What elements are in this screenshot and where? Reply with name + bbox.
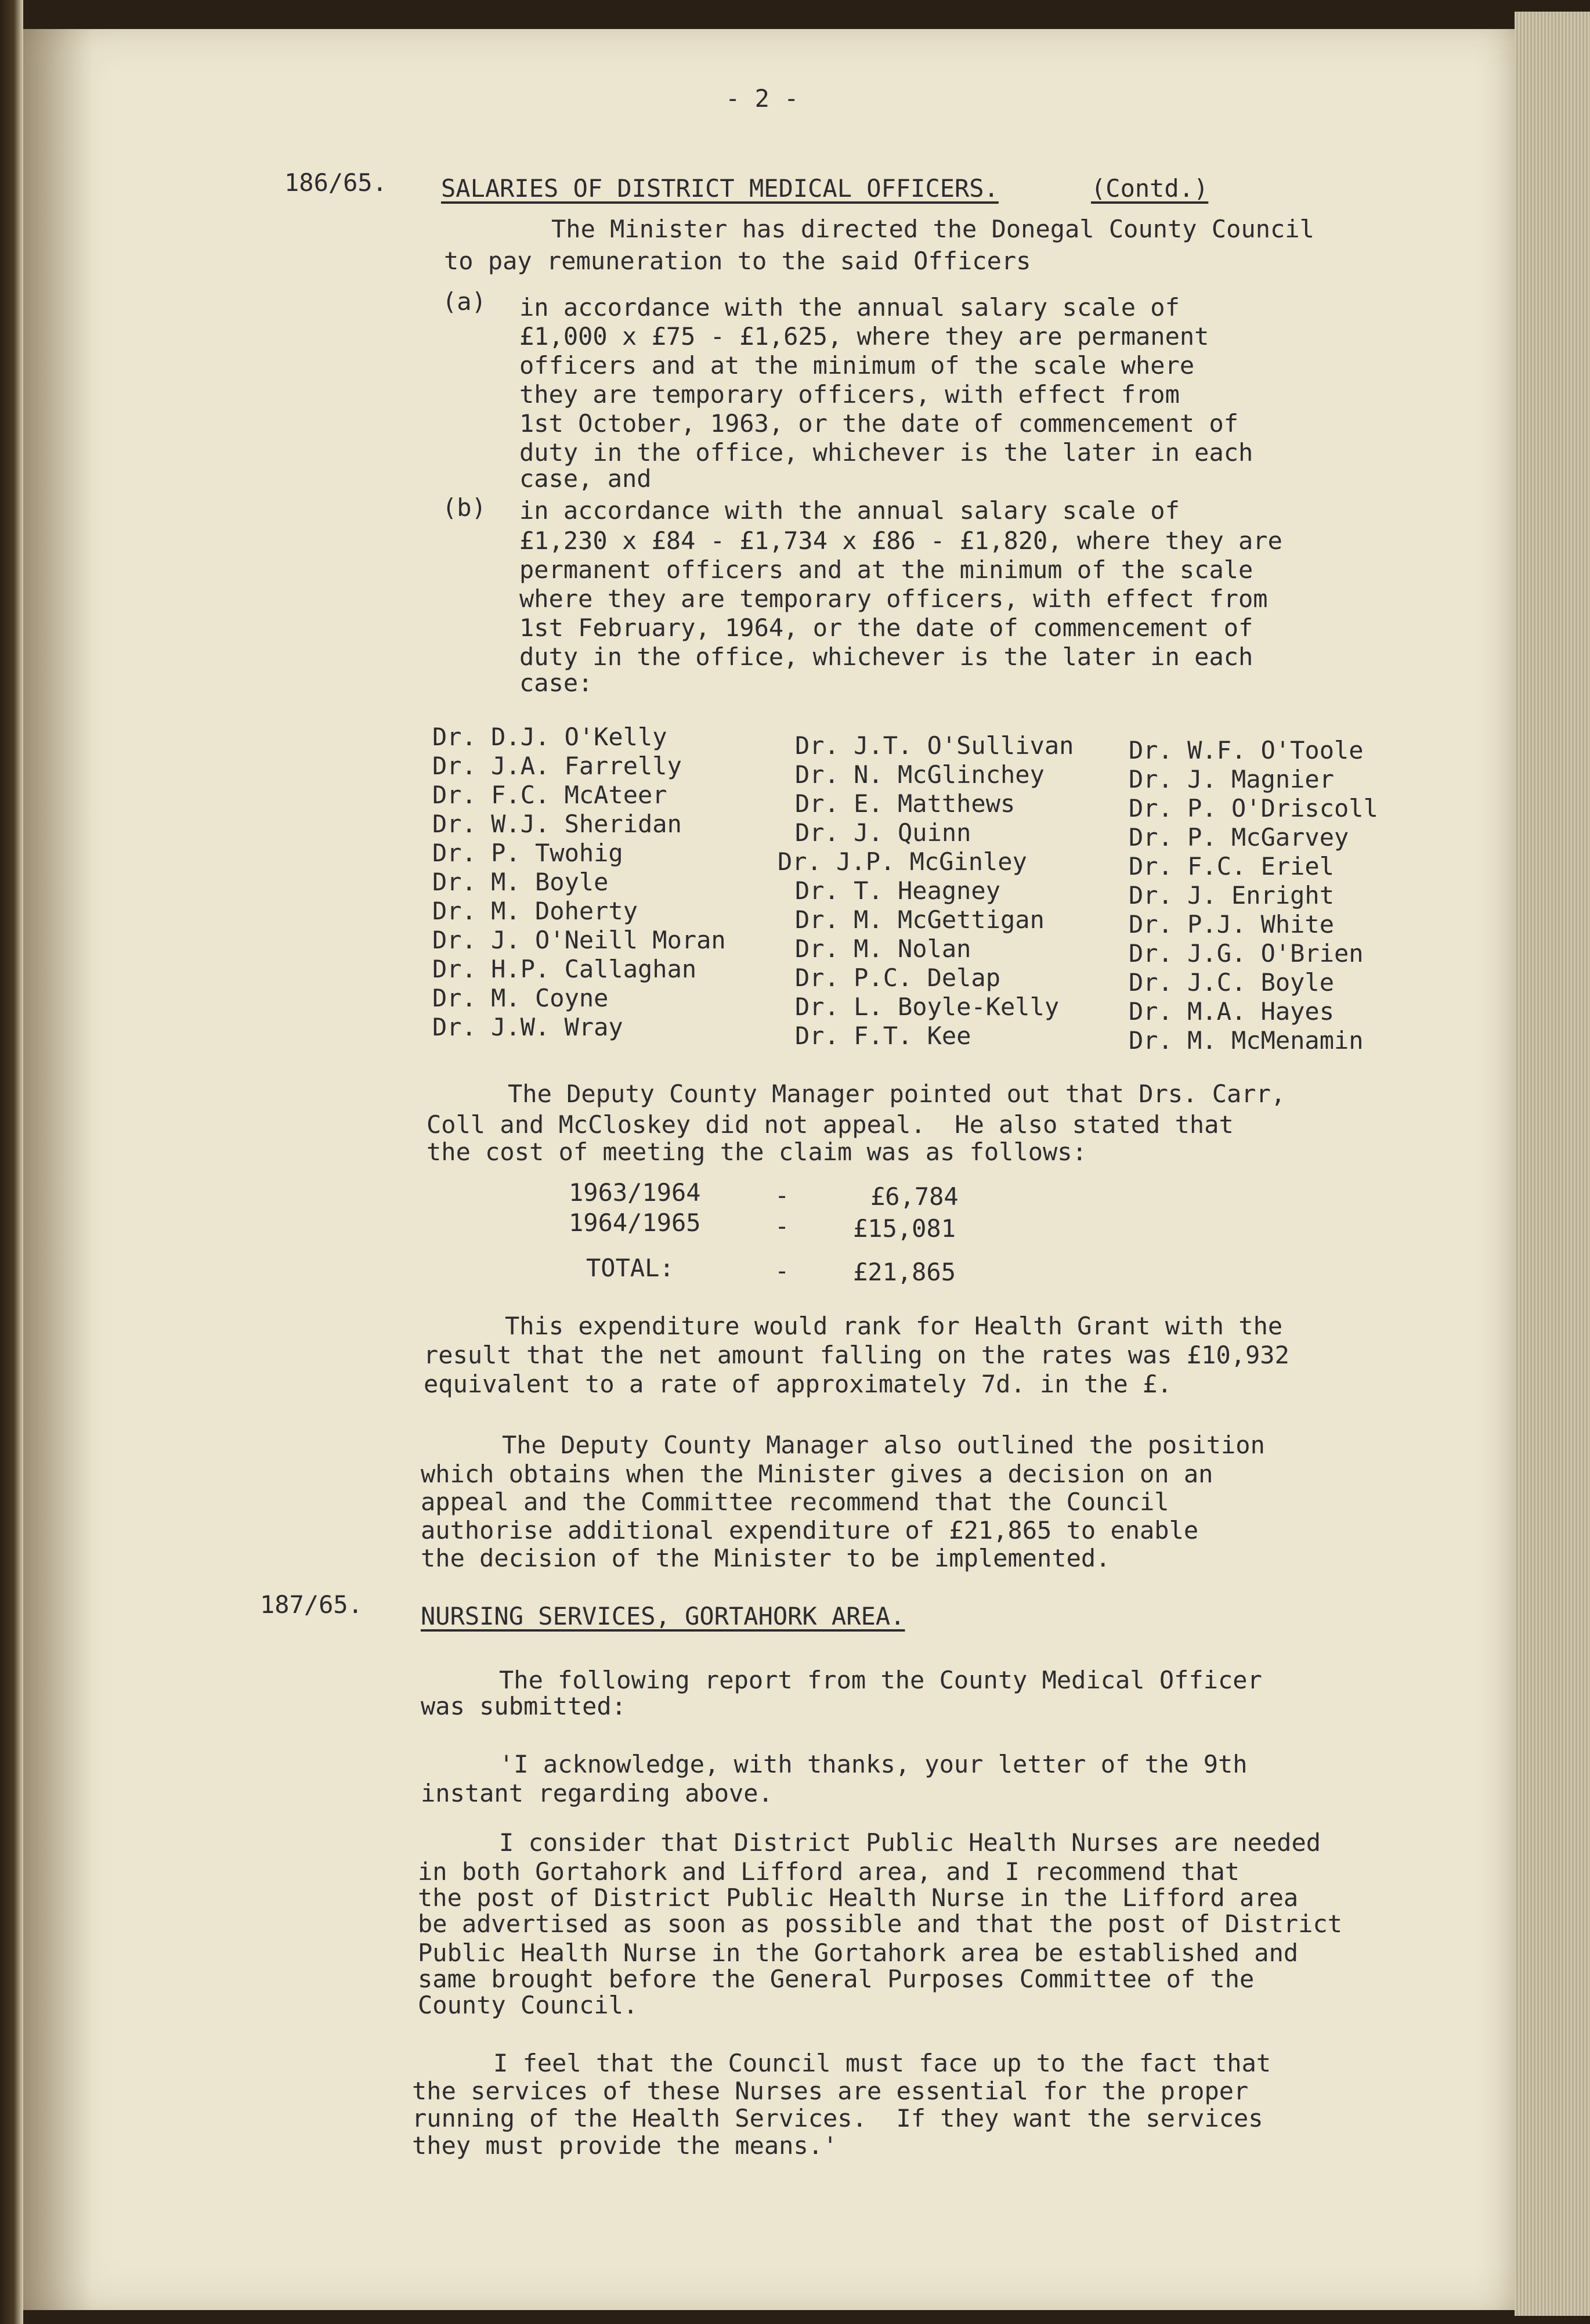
cost-total-label: TOTAL: bbox=[586, 1254, 674, 1282]
paragraph-line: same brought before the General Purposes Committee of the bbox=[418, 1965, 1255, 1993]
paragraph-line: Coll and McCloskey did not appeal. He also stated that bbox=[427, 1110, 1234, 1139]
paragraph-line: the post of District Public Health Nurse in the Lifford area bbox=[418, 1883, 1299, 1912]
section-186-heading: SALARIES OF DISTRICT MEDICAL OFFICERS. bbox=[441, 174, 999, 203]
paragraph-line: result that the net amount falling on the rates was £10,932 bbox=[424, 1341, 1289, 1369]
intro-line: The Minister has directed the Donegal County Council bbox=[551, 215, 1314, 243]
item-a-line: officers and at the minimum of the scale where bbox=[519, 351, 1195, 380]
doctor-name: Dr. J.T. O'Sullivan bbox=[795, 731, 1074, 760]
paragraph-line: authorise additional expenditure of £21,865 to enable bbox=[421, 1516, 1199, 1544]
paragraph-line: running of the Health Services. If they want the services bbox=[412, 2104, 1263, 2132]
doctor-name: Dr. J.P. McGinley bbox=[778, 847, 1027, 876]
book-binding bbox=[0, 0, 23, 2324]
doctor-name: Dr. M. Doherty bbox=[432, 897, 638, 925]
item-b-line: case: bbox=[519, 669, 593, 697]
doctor-name: Dr. J. Enright bbox=[1129, 881, 1335, 910]
doctor-name: Dr. P. McGarvey bbox=[1129, 823, 1349, 851]
paragraph-line: which obtains when the Minister gives a decision on an bbox=[421, 1460, 1213, 1488]
item-a-line: case, and bbox=[519, 464, 652, 493]
item-b-line: permanent officers and at the minimum of the scale bbox=[519, 555, 1253, 584]
doctor-name: Dr. J.W. Wray bbox=[432, 1013, 623, 1041]
paragraph-line: in both Gortahork and Lifford area, and I recommend that bbox=[418, 1857, 1240, 1886]
doctor-name: Dr. M. McGettigan bbox=[795, 905, 1045, 934]
cost-period: 1963/1964 bbox=[569, 1178, 701, 1207]
section-186-ref: 186/65. bbox=[284, 168, 388, 197]
item-a-line: they are temporary officers, with effect from bbox=[519, 380, 1180, 409]
doctor-name: Dr. J.A. Farrelly bbox=[432, 752, 682, 780]
doctor-name: Dr. M. Coyne bbox=[432, 984, 609, 1012]
doctor-name: Dr. J. Quinn bbox=[795, 818, 971, 847]
doctor-name: Dr. L. Boyle-Kelly bbox=[795, 993, 1060, 1021]
paragraph-line: I consider that District Public Health Nurses are needed bbox=[499, 1828, 1321, 1857]
paragraph-line: equivalent to a rate of approximately 7d. in the £. bbox=[424, 1370, 1172, 1398]
paragraph-line: they must provide the means.' bbox=[412, 2131, 838, 2160]
doctor-name: Dr. J.G. O'Brien bbox=[1129, 939, 1364, 968]
paragraph-line: I feel that the Council must face up to the fact that bbox=[493, 2049, 1271, 2077]
page-stack-edge bbox=[1515, 12, 1590, 2316]
cost-total-amount: £21,865 bbox=[853, 1258, 956, 1286]
doctor-name: Dr. M. McMenamin bbox=[1129, 1026, 1364, 1055]
paragraph-line: instant regarding above. bbox=[421, 1779, 773, 1807]
item-b-line: in accordance with the annual salary scale of bbox=[519, 496, 1180, 525]
cost-dash: - bbox=[775, 1181, 790, 1210]
item-a-line: in accordance with the annual salary scale of bbox=[519, 293, 1180, 322]
doctor-name: Dr. J. O'Neill Moran bbox=[432, 926, 726, 954]
doctor-name: Dr. P.J. White bbox=[1129, 910, 1335, 939]
cost-dash: - bbox=[775, 1212, 790, 1240]
doctor-name: Dr. F.C. McAteer bbox=[432, 781, 667, 809]
item-b-line: £1,230 x £84 - £1,734 x £86 - £1,820, where they are bbox=[519, 526, 1282, 555]
paragraph-line: the services of these Nurses are essential for the proper bbox=[412, 2077, 1249, 2105]
item-b-marker: (b) bbox=[442, 493, 486, 522]
paragraph-line: Public Health Nurse in the Gortahork area be established and bbox=[418, 1939, 1299, 1967]
doctors-column-2 bbox=[778, 731, 1074, 1051]
section-186-heading-suffix: (Contd.) bbox=[1091, 174, 1209, 203]
doctor-name: Dr. W.F. O'Toole bbox=[1129, 736, 1364, 764]
doctor-name: Dr. J.C. Boyle bbox=[1129, 968, 1335, 997]
paragraph-line: was submitted: bbox=[421, 1692, 627, 1720]
page-number: - 2 - bbox=[725, 84, 799, 113]
doctor-name: Dr. F.T. Kee bbox=[795, 1022, 971, 1050]
intro-line: to pay remuneration to the said Officers bbox=[444, 247, 1031, 275]
paragraph-line: The Deputy County Manager pointed out that Drs. Carr, bbox=[508, 1080, 1286, 1108]
doctor-name: Dr. P. Twohig bbox=[432, 839, 623, 867]
doctor-name: Dr. F.C. Eriel bbox=[1129, 852, 1335, 880]
cost-amount: £6,784 bbox=[870, 1182, 959, 1211]
paragraph-line: be advertised as soon as possible and that the post of District bbox=[418, 1910, 1343, 1938]
doctor-name: Dr. N. McGlinchey bbox=[795, 760, 1045, 789]
top-dark-border bbox=[23, 0, 1590, 29]
doctor-name: Dr. M. Boyle bbox=[432, 868, 609, 896]
paragraph-line: the cost of meeting the claim was as follows: bbox=[427, 1138, 1087, 1166]
spine-shadow bbox=[23, 29, 93, 2310]
item-a-line: 1st October, 1963, or the date of commencement of bbox=[519, 409, 1239, 438]
item-a-line: £1,000 x £75 - £1,625, where they are permanent bbox=[519, 322, 1209, 351]
doctor-name: Dr. D.J. O'Kelly bbox=[432, 723, 667, 751]
item-b-line: duty in the office, whichever is the later in each bbox=[519, 643, 1253, 671]
item-a-line: duty in the office, whichever is the later in each bbox=[519, 438, 1253, 467]
doctor-name: Dr. E. Matthews bbox=[795, 789, 1016, 818]
paragraph-line: appeal and the Committee recommend that the Council bbox=[421, 1488, 1169, 1516]
doctors-column-3 bbox=[1129, 736, 1378, 1055]
doctor-name: Dr. P.C. Delap bbox=[795, 963, 1001, 992]
cost-amount: £15,081 bbox=[853, 1214, 956, 1243]
cost-dash: - bbox=[775, 1257, 790, 1285]
cost-period: 1964/1965 bbox=[569, 1208, 701, 1237]
item-b-line: 1st February, 1964, or the date of commencement of bbox=[519, 614, 1253, 642]
section-187-ref: 187/65. bbox=[260, 1590, 363, 1619]
item-b-line: where they are temporary officers, with effect from bbox=[519, 584, 1268, 613]
section-187-heading: NURSING SERVICES, GORTAHORK AREA. bbox=[421, 1602, 905, 1630]
doctor-name: Dr. T. Heagney bbox=[795, 876, 1001, 905]
item-a-marker: (a) bbox=[442, 287, 486, 316]
paragraph-line: This expenditure would rank for Health Grant with the bbox=[505, 1312, 1283, 1340]
doctor-name: Dr. J. Magnier bbox=[1129, 765, 1335, 793]
doctor-name: Dr. H.P. Callaghan bbox=[432, 955, 697, 983]
doctor-name: Dr. M.A. Hayes bbox=[1129, 997, 1335, 1026]
paragraph-line: 'I acknowledge, with thanks, your letter of the 9th bbox=[499, 1750, 1248, 1778]
paragraph-line: the decision of the Minister to be implemented. bbox=[421, 1544, 1111, 1572]
doctor-name: Dr. W.J. Sheridan bbox=[432, 810, 682, 838]
paragraph-line: The following report from the County Medical Officer bbox=[499, 1666, 1262, 1694]
doctors-column-1 bbox=[432, 723, 726, 1042]
doctor-name: Dr. P. O'Driscoll bbox=[1129, 794, 1378, 822]
doctor-name: Dr. M. Nolan bbox=[795, 934, 971, 963]
paragraph-line: County Council. bbox=[418, 1991, 638, 2019]
paragraph-line: The Deputy County Manager also outlined the position bbox=[502, 1431, 1265, 1459]
